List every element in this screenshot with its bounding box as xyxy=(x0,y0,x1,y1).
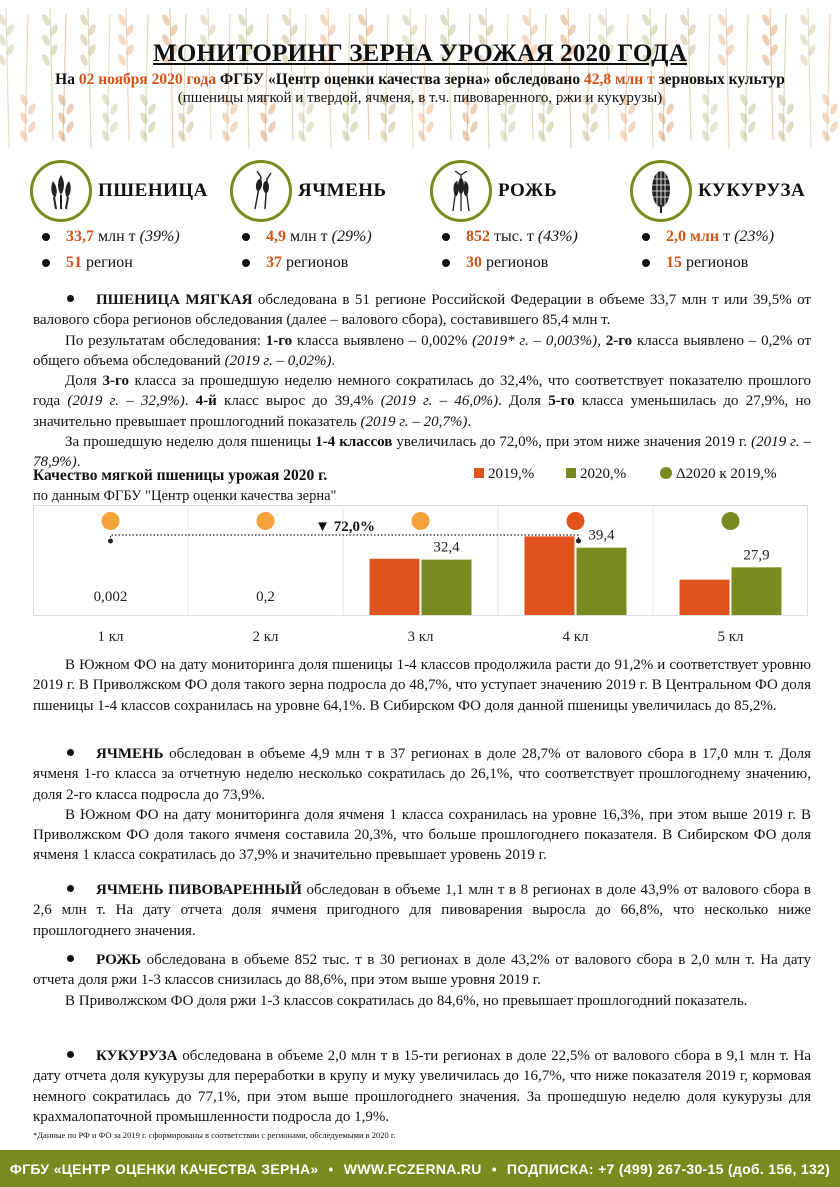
delta-marker xyxy=(567,512,585,530)
data-label: 39,4 xyxy=(588,527,615,544)
decor-leaf xyxy=(139,111,150,124)
wheat-districts xyxy=(33,655,811,716)
decor-leaf xyxy=(19,129,30,142)
decor-leaf xyxy=(259,129,270,142)
page-title: МОНИТОРИНГ ЗЕРНА УРОЖАЯ 2020 ГОДА xyxy=(153,40,687,67)
barley-icon xyxy=(230,160,292,222)
delta-marker xyxy=(412,512,430,530)
decor-leaf xyxy=(469,120,480,133)
wheat-paragraph-2: По результатам обследования: 1-го класса выявлено – 0,002% (2019* г. – 0,003%), 2-го класса выявлено – 0,2% от общего объема обследований (2019 г. – 0,02%). xyxy=(33,332,812,369)
decor-leaf xyxy=(101,111,112,124)
delta-marker xyxy=(257,512,275,530)
decor-leaf xyxy=(297,129,308,142)
legend-item-2020: 2020,% xyxy=(566,466,626,483)
decor-leaf xyxy=(499,111,510,124)
decor-leaf xyxy=(739,111,750,124)
decor-leaf xyxy=(499,129,510,142)
category-label: 5 кл xyxy=(717,629,744,645)
crop-name: КУКУРУЗА xyxy=(698,180,806,201)
barley-section xyxy=(33,744,811,866)
decor-leaf xyxy=(461,129,472,142)
total-amount: 42,8 млн т xyxy=(583,71,655,88)
decor-leaf xyxy=(619,129,630,142)
bracket-line xyxy=(111,535,579,541)
decor-leaf xyxy=(267,120,278,133)
decor-leaf xyxy=(537,111,548,124)
decor-leaf xyxy=(57,129,68,142)
decor-leaf xyxy=(747,120,758,133)
bar-2020 xyxy=(422,560,472,615)
crop-volume: 33,7 млн т (39%) xyxy=(42,228,180,246)
category-label: 3 кл xyxy=(407,629,434,645)
wheat-quality-chart xyxy=(33,505,808,650)
footer-subscription: ПОДПИСКА: +7 (499) 267-30-15 (доб. 156, 132) xyxy=(506,1160,831,1177)
page-subtitle: На 02 ноября 2020 года ФГБУ «Центр оценки качества зерна» обследовано 42,8 млн т зерновых культур xyxy=(55,71,785,88)
decor-leaf xyxy=(177,129,188,142)
decor-leaf xyxy=(701,111,712,124)
wheat-icon xyxy=(30,160,92,222)
bracket-end xyxy=(108,539,113,544)
category-label: 4 кл xyxy=(562,629,589,645)
wheat-paragraph-3: Доля 3-го класса за прошедшую неделю немного сократилась до 32,4%, что соответствует показателю прошлого года (2019 г. – 32,9%). 4-й класс вырос до 39,4% (2019 г. – 46,0%). Доля 5-го класса уменьшилась до 27,9%, но значительно превышает прошлогодний показатель (2019 г. – 20,7%). xyxy=(33,373,812,430)
page-subtitle-note: (пшеницы мягкой и твердой, ячменя, в т.ч. пивоваренного, ржи и кукурузы) xyxy=(177,90,663,106)
page-footer: ФГБУ «ЦЕНТР ОЦЕНКИ КАЧЕСТВА ЗЕРНА» • WWW.FCZERNA.RU • ПОДПИСКА: +7 (499) 267-30-15 (доб. 156, 132) xyxy=(0,1150,840,1187)
decor-leaf xyxy=(701,129,712,142)
decor-leaf xyxy=(425,120,436,133)
wheat-paragraph-1: ПШЕНИЦА МЯГКАЯ обследована в 51 регионе Российской Федерации в объеме 33,7 млн т или 39,5% от валового сбора регионов обследования (далее – валового сбора), составившего 85,4 млн т. xyxy=(33,292,811,329)
wheat-paragraph-4: За прошедшую неделю доля пшеницы 1-4 классов увеличилась до 72,0%, при этом ниже значения 2019 г. (2019 г. – 78,9%). xyxy=(33,434,811,471)
decor-leaf xyxy=(305,120,316,133)
crop-card-rye xyxy=(430,160,630,275)
malting-barley-section xyxy=(33,880,811,941)
barley-paragraph-2: В Южном ФО на дату мониторинга доля ячменя 1 класса сохранилась на уровне 16,3%, при этом выше 2019 г. В Приволжском ФО доля такого ячменя составила 20,3%, что больше прошлогоднего показателя. В Сибирском ФО доля ячменя 1 класса сократилась до 37,9% и значительно превышает уровень 2019 г. xyxy=(33,806,811,864)
decor-leaf xyxy=(349,120,360,133)
crop-card-wheat xyxy=(30,160,230,275)
decor-leaf xyxy=(657,111,668,124)
data-label: 32,4 xyxy=(433,539,460,556)
decor-leaf xyxy=(139,129,150,142)
decor-leaf xyxy=(387,120,398,133)
decor-leaf xyxy=(19,111,30,124)
decor-leaf xyxy=(341,129,352,142)
wheat-section xyxy=(33,290,811,473)
rye-section xyxy=(33,950,811,1011)
bar-2019 xyxy=(525,536,575,615)
decor-leaf xyxy=(657,129,668,142)
crop-card-corn xyxy=(630,160,830,275)
legend-item-2019: 2019,% xyxy=(474,466,534,483)
decor-leaf xyxy=(739,129,750,142)
decor-leaf xyxy=(829,120,840,133)
decor-leaf xyxy=(537,129,548,142)
decor-leaf xyxy=(27,120,38,133)
decor-leaf xyxy=(221,111,232,124)
category-label: 1 кл xyxy=(97,629,124,645)
page-header xyxy=(0,40,840,107)
decor-leaf xyxy=(417,129,428,142)
data-label: 0,002 xyxy=(93,589,128,605)
crop-volume: 4,9 млн т (29%) xyxy=(242,228,372,246)
decor-leaf xyxy=(57,111,68,124)
decor-leaf xyxy=(221,129,232,142)
decor-leaf xyxy=(417,111,428,124)
footnote: *Данные по РФ и ФО за 2019 г. сформированы в соответствии с регионами, обследуемыми в 2020 г. xyxy=(33,1130,396,1140)
corn-icon xyxy=(630,160,692,222)
crop-name: ЯЧМЕНЬ xyxy=(298,180,387,201)
corn-paragraph: КУКУРУЗА обследована в объеме 2,0 млн т в 15-ти регионах в доле 22,5% от валового сбора в 9,1 млн т. На дату отчета доля кукурузы для переработки в крупу и муку увеличилась до 16,7%, что ниже показателя 2019 г, кормовая немного сократилась до 77,1%, при этом выше прошлогоднего значения. За прошедшую неделю доля кукурузы для крахмалопаточной промышленности подросла до 1,9%. xyxy=(33,1048,811,1125)
decor-leaf xyxy=(259,111,270,124)
decor-leaf xyxy=(581,129,592,142)
decor-leaf xyxy=(65,120,76,133)
decor-leaf xyxy=(581,111,592,124)
decor-leaf xyxy=(379,129,390,142)
decor-leaf xyxy=(821,111,832,124)
crop-name: РОЖЬ xyxy=(498,180,558,201)
decor-leaf xyxy=(507,120,518,133)
footer-org: ФГБУ «ЦЕНТР ОЦЕНКИ КАЧЕСТВА ЗЕРНА» xyxy=(9,1160,319,1177)
decor-leaf xyxy=(185,120,196,133)
decor-leaf xyxy=(821,129,832,142)
crop-volume: 2,0 млн т (23%) xyxy=(642,228,774,246)
decor-leaf xyxy=(665,120,676,133)
decor-leaf xyxy=(777,129,788,142)
category-label: 2 кл xyxy=(252,629,279,645)
decor-leaf xyxy=(545,120,556,133)
decor-leaf xyxy=(297,111,308,124)
data-label: 0,2 xyxy=(256,589,275,605)
crop-regions: 30 регионов xyxy=(442,254,548,272)
crop-card-barley xyxy=(230,160,430,275)
malting-barley-paragraph: ЯЧМЕНЬ ПИВОВАРЕННЫЙ обследован в объеме 1,1 млн т в 8 регионах в доле 43,9% от валового сбора в 2,6 млн т. На дату отчета доля ячменя пригодного для пивоварения выросла до 66,8%, что несколько ниже прошлогоднего значения. xyxy=(33,882,812,939)
delta-marker xyxy=(102,512,120,530)
crop-regions: 37 регионов xyxy=(242,254,348,272)
decor-leaf xyxy=(619,111,630,124)
crop-name: ПШЕНИЦА xyxy=(98,180,208,201)
data-label: 27,9 xyxy=(743,547,770,564)
decor-leaf xyxy=(109,120,120,133)
wheat-districts-paragraph: В Южном ФО на дату мониторинга доля пшеницы 1-4 классов продолжила расти до 91,2% и соответствует уровню 2019 г. В Приволжском ФО доля такого зерна подросла до 48,7%, что уступает значению 2019 г. В Центральном ФО доля пшеницы 1-4 классов сохранилась на уровне 64,1%. В Сибирском ФО доля данной пшеницы увеличилась до 85,2%. xyxy=(33,657,811,714)
decor-leaf xyxy=(777,111,788,124)
report-date: 02 ноября 2020 года xyxy=(78,71,217,88)
legend-item-delta: Δ2020 к 2019,% xyxy=(660,466,777,483)
decor-leaf xyxy=(101,129,112,142)
decor-leaf xyxy=(461,111,472,124)
barley-paragraph-1: ЯЧМЕНЬ обследован в объеме 4,9 млн т в 37 регионах в доле 28,7% от валового сбора в 17,0 млн т. Доля ячменя 1-го класса за отчетную неделю несколько сократилась до 26,1%, что соответствует прошлогоднему значению, доля 2-го класса подросла до 73,9%. xyxy=(33,746,811,803)
bracket-end xyxy=(576,539,581,544)
decor-leaf xyxy=(229,120,240,133)
chart-subtitle: по данным ФГБУ "Центр оценки качества зерна" xyxy=(33,488,337,504)
rye-icon xyxy=(430,160,492,222)
crop-regions: 51 регион xyxy=(42,254,133,272)
decor-leaf xyxy=(589,120,600,133)
chart-title: Качество мягкой пшеницы урожая 2020 г. xyxy=(33,467,328,484)
decor-leaf xyxy=(147,120,158,133)
bar-2020 xyxy=(577,548,627,615)
delta-annotation: ▼ 72,0% xyxy=(315,519,375,535)
decor-leaf xyxy=(177,111,188,124)
corn-section xyxy=(33,1046,811,1127)
delta-marker xyxy=(722,512,740,530)
bar-2019 xyxy=(680,580,730,615)
rye-paragraph-2: В Приволжском ФО доля ржи 1-3 классов сократилась до 84,6%, но превышает прошлогодний показатель. xyxy=(65,992,748,1009)
crop-volume: 852 тыс. т (43%) xyxy=(442,228,578,246)
decor-leaf xyxy=(709,120,720,133)
rye-paragraph-1: РОЖЬ обследована в объеме 852 тыс. т в 30 регионах в доле 43,2% от валового сбора в 2,0 млн т. На дату отчета доля ржи 1-3 классов снизилась до 88,6%, при этом выше уровня 2019 г. xyxy=(33,952,811,989)
decor-leaf xyxy=(379,111,390,124)
decor-leaf xyxy=(341,111,352,124)
footer-website-link[interactable]: WWW.FCZERNA.RU xyxy=(343,1160,482,1177)
bar-2019 xyxy=(370,559,420,615)
decor-leaf xyxy=(785,120,796,133)
decor-leaf xyxy=(627,120,638,133)
crop-regions: 15 регионов xyxy=(642,254,748,272)
bar-2020 xyxy=(732,567,782,615)
